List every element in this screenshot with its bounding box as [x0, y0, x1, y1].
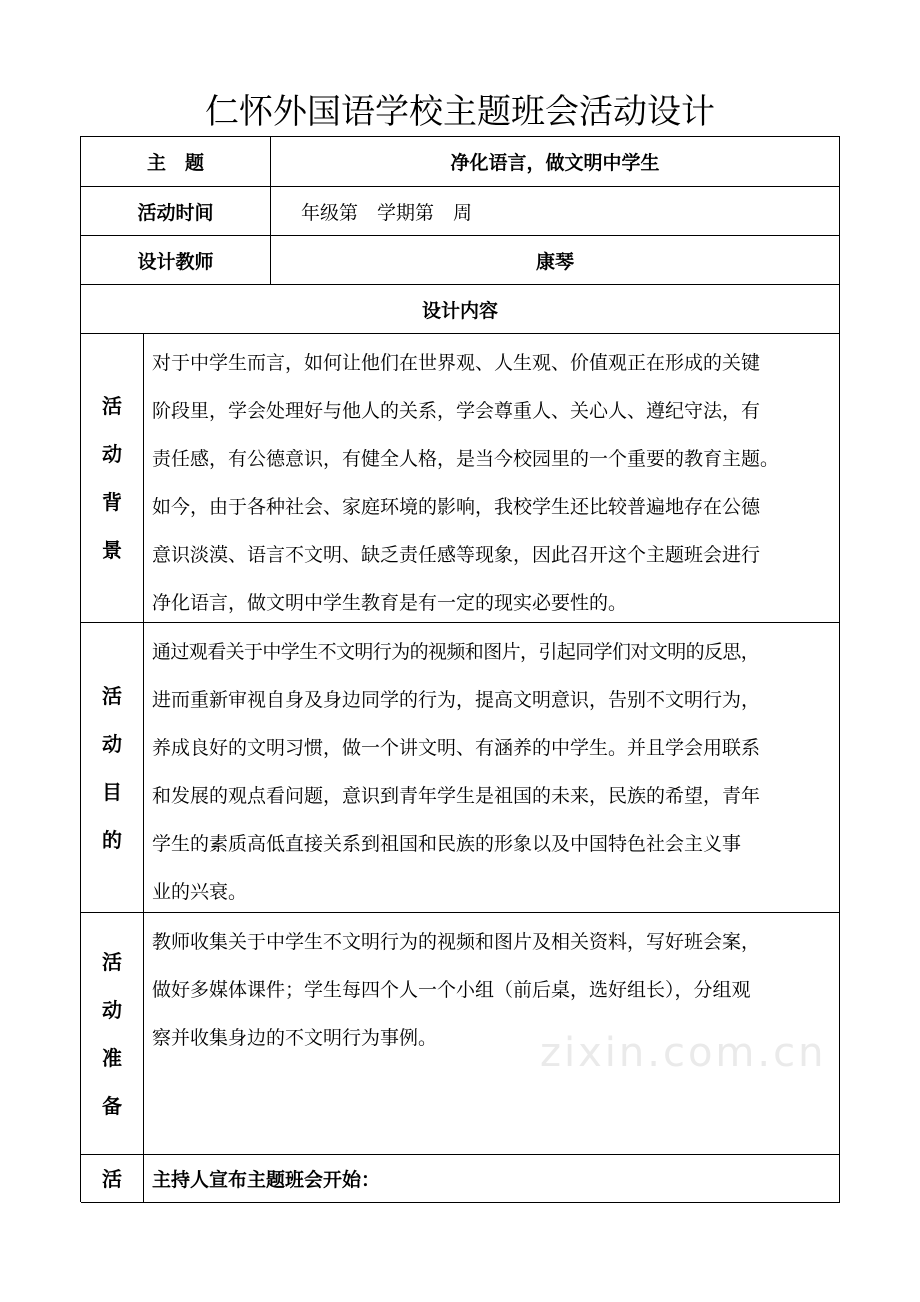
time-value: 年级第 学期第 周 — [271, 187, 840, 236]
background-label-char: 动 — [102, 442, 122, 466]
purpose-label — [81, 623, 144, 913]
background-line: 如今，由于各种社会、家庭环境的影响，我校学生还比较普遍地存在公德 — [152, 496, 761, 518]
process-content: 主持人宣布主题班会开始： — [144, 1155, 840, 1203]
preparation-line: 做好多媒体课件；学生每四个人一个小组（前后桌，选好组长），分组观 — [152, 979, 751, 1001]
purpose-line: 进而重新审视自身及身边同学的行为，提高文明意识，告别不文明行为， — [152, 689, 761, 711]
purpose-label-char: 动 — [102, 731, 122, 756]
preparation-line: 教师收集关于中学生不文明行为的视频和图片及相关资料，写好班会案， — [152, 931, 761, 953]
purpose-label-char: 的 — [102, 827, 122, 852]
theme-label: 主 题 — [81, 137, 271, 187]
preparation-label — [81, 913, 144, 1155]
purpose-label-char: 目 — [102, 779, 122, 804]
purpose-line: 通过观看关于中学生不文明行为的视频和图片，引起同学们对文明的反思， — [152, 641, 760, 663]
background-label-char: 活 — [102, 394, 122, 418]
background-line: 净化语言，做文明中学生教育是有一定的现实必要性的。 — [152, 592, 628, 614]
preparation-label-char: 活 — [102, 949, 122, 974]
purpose-line: 学生的素质高低直接关系到祖国和民族的形象以及中国特色社会主义事 — [152, 833, 742, 855]
background-label — [81, 334, 144, 623]
process-label-char: 活 — [102, 1166, 122, 1191]
background-label-char: 背 — [102, 490, 122, 514]
background-line: 阶段里，学会处理好与他人的关系，学会尊重人、关心人、遵纪守法，有 — [152, 400, 761, 422]
process-label — [81, 1155, 144, 1203]
purpose-line: 和发展的观点看问题，意识到青年学生是祖国的未来，民族的希望，青年 — [152, 785, 761, 807]
purpose-content — [144, 623, 840, 913]
preparation-label-char: 动 — [102, 997, 122, 1022]
background-line: 意识淡漠、语言不文明、缺乏责任感等现象，因此召开这个主题班会进行 — [152, 544, 761, 566]
background-label-char: 景 — [102, 538, 122, 562]
watermark: zixin.com.cn — [540, 1030, 827, 1076]
background-line: 责任感，有公德意识，有健全人格，是当今校园里的一个重要的教育主题。 — [152, 448, 780, 470]
teacher-value: 康琴 — [271, 236, 840, 285]
background-line: 对于中学生而言，如何让他们在世界观、人生观、价值观正在形成的关键 — [152, 352, 761, 374]
time-label: 活动时间 — [81, 187, 271, 236]
page-title: 仁怀外国语学校主题班会活动设计 — [205, 92, 715, 132]
purpose-line: 业的兴衰。 — [152, 881, 248, 903]
teacher-label: 设计教师 — [81, 236, 271, 285]
purpose-line: 养成良好的文明习惯，做一个讲文明、有涵养的中学生。并且学会用联系 — [152, 737, 761, 759]
preparation-label-char: 备 — [102, 1093, 122, 1118]
background-content — [144, 334, 840, 623]
purpose-label-char: 活 — [102, 683, 122, 708]
preparation-line: 察并收集身边的不文明行为事例。 — [152, 1027, 438, 1049]
design-content-heading: 设计内容 — [81, 285, 840, 334]
preparation-label-char: 准 — [102, 1045, 122, 1070]
theme-value: 净化语言，做文明中学生 — [271, 137, 840, 187]
